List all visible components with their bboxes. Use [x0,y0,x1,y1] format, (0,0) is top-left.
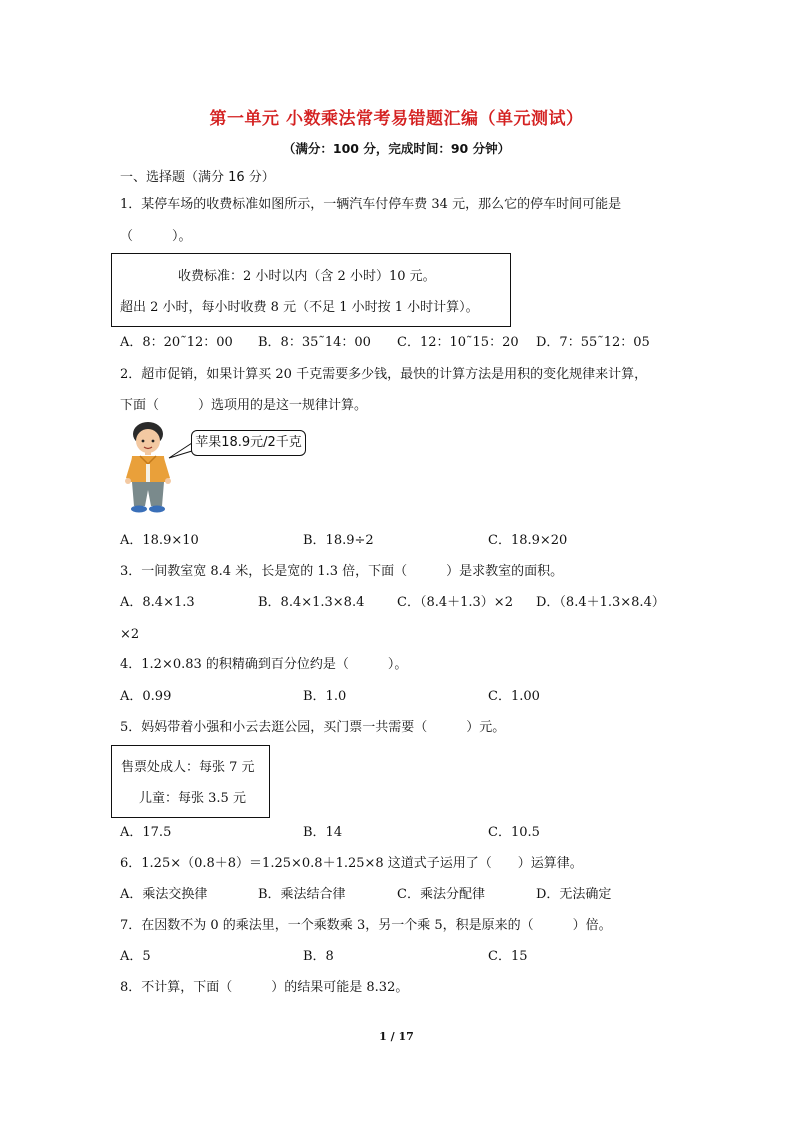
question-4-option-b: B．1.0 [303,689,347,704]
question-4-stem: 4．1.2×0.83 的积精确到百分位约是（ ）。 [120,657,408,672]
question-8-stem: 8．不计算，下面（ ）的结果可能是 8.32。 [120,980,409,995]
parking-fee-line2: 超出 2 小时，每小时收费 8 元（不足 1 小时按 1 小时计算）。 [120,300,479,315]
question-2-stem-line1: 2．超市促销，如果计算买 20 千克需要多少钱，最快的计算方法是用积的变化规律来计算， [120,367,648,382]
boy-illustration-icon [118,420,190,516]
question-5-option-c: C．10.5 [488,825,540,840]
question-2-option-b: B．18.9÷2 [303,533,374,548]
question-6-option-b: B．乘法结合律 [258,887,346,902]
question-5-stem: 5．妈妈带着小强和小云去逛公园，买门票一共需要（ ）元。 [120,720,506,735]
question-6-option-d: D．无法确定 [536,887,612,902]
price-speech-bubble: 苹果18.9元/2千克 [191,430,306,456]
question-3-option-d-wrap: ×2 [120,627,140,642]
question-5-option-b: B．14 [303,825,343,840]
parking-fee-line1: 收费标准：2 小时以内（含 2 小时）10 元。 [178,269,436,284]
question-6-option-a: A．乘法交换律 [120,887,208,902]
document-subtitle: （满分：100 分，完成时间：90 分钟） [282,141,511,156]
question-3-option-a: A．8.4×1.3 [120,595,195,610]
question-3-stem: 3．一间教室宽 8.4 米，长是宽的 1.3 倍，下面（ ）是求教室的面积。 [120,564,564,579]
question-1-option-b: B．8：35˜14：00 [258,335,371,350]
question-4-option-c: C．1.00 [488,689,540,704]
question-1-option-a: A．8：20˜12：00 [120,335,233,350]
question-7-stem: 7．在因数不为 0 的乘法里，一个乘数乘 3，另一个乘 5，积是原来的（ ）倍。 [120,918,612,933]
question-7-option-b: B．8 [303,949,334,964]
question-6-stem: 6．1.25×（0.8＋8）＝1.25×0.8＋1.25×8 这道式子运用了（ ）运算律。 [120,856,583,871]
question-1-option-c: C．12：10˜15：20 [397,335,519,350]
question-3-option-c: C．（8.4＋1.3）×2 [397,595,513,610]
parking-fee-box [111,253,511,327]
ticket-price-child: 儿童：每张 3.5 元 [139,791,246,806]
question-3-option-d: D．（8.4＋1.3×8.4） [536,595,665,610]
ticket-price-box [111,745,270,818]
question-1-stem-line1: 1．某停车场的收费标准如图所示，一辆汽车付停车费 34 元，那么它的停车时间可能是 [120,197,622,212]
question-4-option-a: A．0.99 [120,689,172,704]
question-1-option-d: D．7：55˜12：05 [536,335,650,350]
section-heading: 一、选择题（满分 16 分） [120,170,275,185]
question-2-option-a: A．18.9×10 [120,533,199,548]
question-7-option-c: C．15 [488,949,528,964]
ticket-price-adult: 售票处成人：每张 7 元 [121,760,255,775]
document-title: 第一单元 小数乘法常考易错题汇编（单元测试） [209,109,584,129]
question-2-option-c: C．18.9×20 [488,533,568,548]
question-3-option-b: B．8.4×1.3×8.4 [258,595,365,610]
question-6-option-c: C．乘法分配律 [397,887,485,902]
question-5-option-a: A．17.5 [120,825,172,840]
page-number: 1 / 17 [379,1030,414,1043]
question-7-option-a: A．5 [120,949,151,964]
question-2-stem-line2: 下面（ ）选项用的是这一规律计算。 [120,398,368,413]
question-1-stem-line2: （ ）。 [120,229,192,244]
